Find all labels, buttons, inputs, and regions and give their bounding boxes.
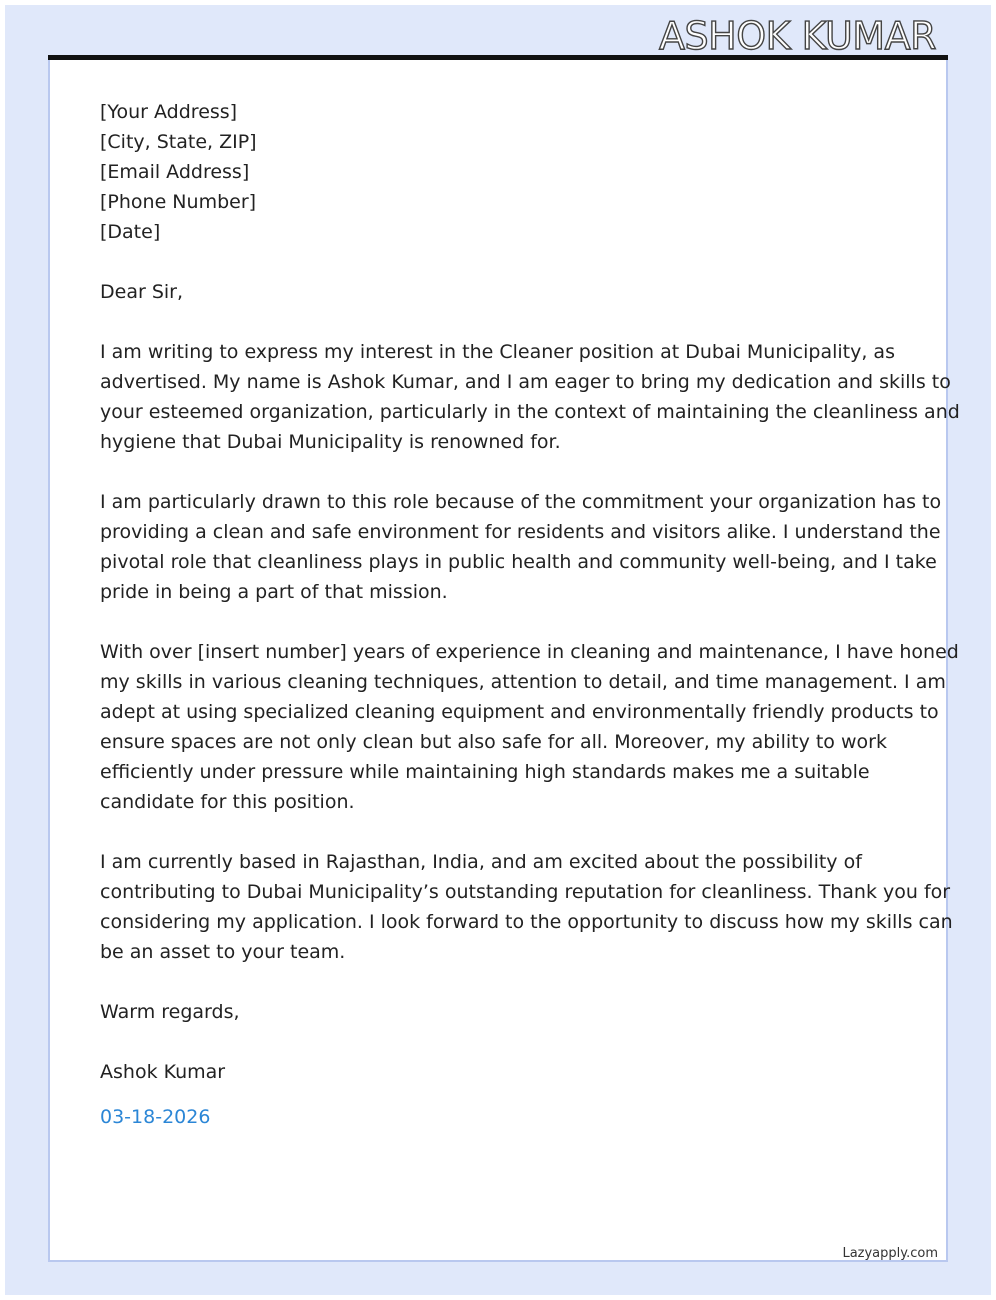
paragraph-line: hygiene that Dubai Municipality is renowned for. bbox=[100, 431, 561, 453]
closing-text: Warm regards, bbox=[100, 1001, 240, 1023]
salutation bbox=[100, 277, 900, 307]
paragraph-line: pivotal role that cleanliness plays in public health and community well-being, and I take bbox=[100, 551, 937, 573]
letter-body bbox=[100, 97, 960, 1137]
header-name: ASHOK KUMAR bbox=[659, 14, 936, 58]
paragraph-line: candidate for this position. bbox=[100, 791, 355, 813]
paragraph-4 bbox=[100, 847, 953, 967]
paragraph-line: your esteemed organization, particularly in the context of maintaining the cleanliness and bbox=[100, 401, 960, 423]
paragraph-line: be an asset to your team. bbox=[100, 941, 346, 963]
paragraph-line: I am writing to express my interest in the Cleaner position at Dubai Municipality, as bbox=[100, 341, 895, 363]
paragraph-line: With over [insert number] years of experience in cleaning and maintenance, I have honed bbox=[100, 641, 959, 663]
sender-email: [Email Address] bbox=[100, 161, 250, 183]
paragraph-1 bbox=[100, 337, 960, 457]
footer-brand: Lazyapply.com bbox=[842, 1246, 938, 1261]
paragraph-2 bbox=[100, 487, 942, 607]
signature-block bbox=[100, 1057, 900, 1087]
sender-address: [Your Address] bbox=[100, 101, 238, 123]
signature-name: Ashok Kumar bbox=[100, 1061, 226, 1083]
paragraph-line: providing a clean and safe environment for residents and visitors alike. I understand the bbox=[100, 521, 941, 543]
paragraph-line: considering my application. I look forward to the opportunity to discuss how my skills can bbox=[100, 911, 953, 933]
paragraph-line: my skills in various cleaning techniques, attention to detail, and time management. I am bbox=[100, 671, 946, 693]
paragraph-line: pride in being a part of that mission. bbox=[100, 581, 448, 603]
paragraph-line: advertised. My name is Ashok Kumar, and I am eager to bring my dedication and skills to bbox=[100, 371, 951, 393]
paragraph-line: ensure spaces are not only clean but also safe for all. Moreover, my ability to work bbox=[100, 731, 887, 753]
sender-block bbox=[100, 97, 900, 247]
paragraph-line: I am currently based in Rajasthan, India, and am excited about the possibility of bbox=[100, 851, 862, 873]
paragraph-line: contributing to Dubai Municipality’s outstanding reputation for cleanliness. Thank you for bbox=[100, 881, 951, 903]
letter-date-link[interactable]: 03-18-2026 bbox=[100, 1106, 211, 1128]
sender-phone: [Phone Number] bbox=[100, 191, 257, 213]
salutation-text: Dear Sir, bbox=[100, 281, 184, 303]
paragraph-3 bbox=[100, 637, 959, 817]
paragraph-line: adept at using specialized cleaning equipment and environmentally friendly products to bbox=[100, 701, 939, 723]
paragraph-line: I am particularly drawn to this role because of the commitment your organization has to bbox=[100, 491, 942, 513]
paragraph-line: efficiently under pressure while maintaining high standards makes me a suitable bbox=[100, 761, 870, 783]
sender-date: [Date] bbox=[100, 221, 161, 243]
closing bbox=[100, 997, 900, 1027]
sender-city: [City, State, ZIP] bbox=[100, 131, 257, 153]
